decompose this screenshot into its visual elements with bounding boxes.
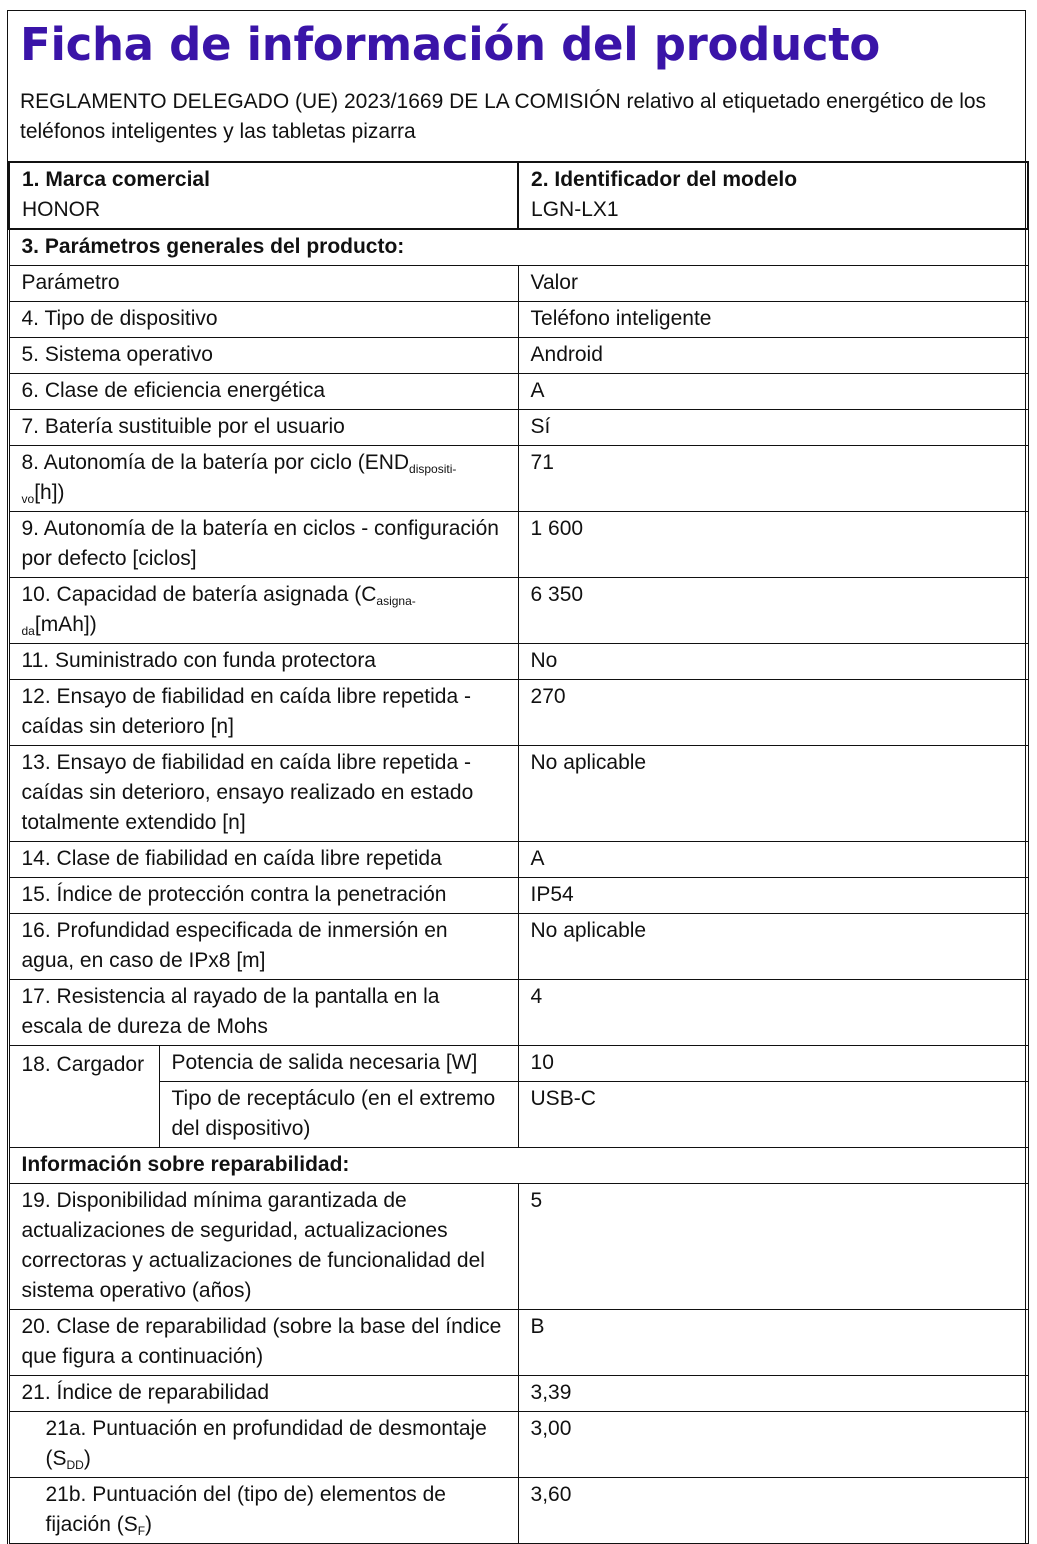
model-cell: [518, 162, 1028, 229]
label-text: 8. Autonomía de la batería por ciclo (END: [21, 451, 410, 474]
charger-socket-label: Tipo de receptáculo (en el extremo del dispositivo): [159, 1082, 518, 1148]
row-label: 14. Clase de fiabilidad en caída libre repetida: [9, 842, 518, 878]
row-label: 9. Autonomía de la batería en ciclos - configuración por defecto [ciclos]: [9, 512, 518, 578]
label-text: 21b. Puntuación del (tipo de) elementos de fijación (S: [45, 1483, 446, 1536]
row-label: [9, 446, 518, 512]
table-row: [9, 374, 1028, 410]
charger-row-socket: [9, 1082, 1028, 1148]
row-value: 5: [518, 1184, 1028, 1310]
table-row: [9, 746, 1028, 842]
sheet-header: [8, 10, 1025, 161]
brand-cell: [9, 162, 518, 229]
row-label: 6. Clase de eficiencia energética: [9, 374, 518, 410]
row-value: Teléfono inteligente: [518, 302, 1028, 338]
table-row: [9, 680, 1028, 746]
row-value: 4: [518, 980, 1028, 1046]
table-row: [9, 878, 1028, 914]
column-header-param: Parámetro: [9, 266, 518, 302]
row-value: No: [518, 644, 1028, 680]
charger-row-power: [9, 1046, 1028, 1082]
model-label: 2. Identificador del modelo: [531, 168, 798, 191]
row-value: A: [518, 374, 1028, 410]
brand-model-row: [9, 162, 1028, 229]
charger-label: 18. Cargador: [9, 1046, 159, 1148]
table-row: [9, 302, 1028, 338]
row-value: 3,60: [518, 1478, 1028, 1544]
row-value: Sí: [518, 410, 1028, 446]
regulation-subtitle: REGLAMENTO DELEGADO (UE) 2023/1669 DE LA COMISIÓN relativo al etiquetado energético de los teléfonos inteligentes y las tabletas pizarra: [20, 90, 987, 143]
row-label: 13. Ensayo de fiabilidad en caída libre repetida - caídas sin deterioro, ensayo realizado en estado totalmente extendido [n]: [9, 746, 518, 842]
product-table: [8, 161, 1029, 1544]
general-section-title: 3. Parámetros generales del producto:: [9, 229, 1028, 266]
row-value: 6 350: [518, 578, 1028, 644]
row-value: 270: [518, 680, 1028, 746]
row-value: 3,00: [518, 1412, 1028, 1478]
row-label: 7. Batería sustituible por el usuario: [9, 410, 518, 446]
brand-value: HONOR: [22, 198, 101, 221]
row-value: No aplicable: [518, 746, 1028, 842]
column-header-value: Valor: [518, 266, 1028, 302]
label-subscript: DD: [66, 1458, 84, 1472]
row-label: 19. Disponibilidad mínima garantizada de actualizaciones de seguridad, actualizaciones correctoras y actualizaciones de funcionalidad del sistema operativo (años): [9, 1184, 518, 1310]
table-row: [9, 1412, 1028, 1478]
charger-socket-value: USB-C: [518, 1082, 1028, 1148]
row-label: 16. Profundidad especificada de inmersión en agua, en caso de IPx8 [m]: [9, 914, 518, 980]
row-label: 4. Tipo de dispositivo: [9, 302, 518, 338]
row-value: IP54: [518, 878, 1028, 914]
table-row: [9, 578, 1028, 644]
table-row: [9, 980, 1028, 1046]
row-value: A: [518, 842, 1028, 878]
label-text: ): [83, 1447, 91, 1470]
row-value: 3,39: [518, 1376, 1028, 1412]
table-row: [9, 842, 1028, 878]
row-label: 5. Sistema operativo: [9, 338, 518, 374]
label-subscript: da: [21, 624, 35, 638]
brand-label: 1. Marca comercial: [22, 168, 210, 191]
table-row: [9, 914, 1028, 980]
table-row: [9, 512, 1028, 578]
table-row: [9, 446, 1028, 512]
row-label: 12. Ensayo de fiabilidad en caída libre repetida - caídas sin deterioro [n]: [9, 680, 518, 746]
page-title: Ficha de información del producto: [20, 18, 881, 71]
label-text: [h]): [34, 481, 65, 504]
row-value: 1 600: [518, 512, 1028, 578]
row-label: [9, 1412, 518, 1478]
row-label: 15. Índice de protección contra la penetración: [9, 878, 518, 914]
product-information-sheet: [7, 10, 1026, 1544]
row-label: [9, 578, 518, 644]
model-value: LGN-LX1: [531, 198, 619, 221]
row-value: B: [518, 1310, 1028, 1376]
row-label: [9, 1478, 518, 1544]
label-text: ): [145, 1513, 153, 1536]
label-text: 21a. Puntuación en profundidad de desmontaje (S: [45, 1417, 487, 1470]
label-subscript: asigna-: [376, 594, 416, 608]
charger-power-label: Potencia de salida necesaria [W]: [159, 1046, 518, 1082]
label-subscript: dispositi-: [409, 462, 457, 476]
row-label: 11. Suministrado con funda protectora: [9, 644, 518, 680]
row-value: 71: [518, 446, 1028, 512]
label-text: [mAh]): [34, 613, 97, 636]
table-row: [9, 644, 1028, 680]
table-row: [9, 1184, 1028, 1310]
section-header-row: [9, 229, 1028, 266]
row-value: No aplicable: [518, 914, 1028, 980]
table-row: [9, 338, 1028, 374]
table-row: [9, 1376, 1028, 1412]
row-label: 21. Índice de reparabilidad: [9, 1376, 518, 1412]
label-subscript: vo: [21, 492, 35, 506]
repair-section-title: Información sobre reparabilidad:: [9, 1148, 1028, 1184]
charger-power-value: 10: [518, 1046, 1028, 1082]
row-label: 17. Resistencia al rayado de la pantalla en la escala de dureza de Mohs: [9, 980, 518, 1046]
section-header-row: [9, 1148, 1028, 1184]
table-row: [9, 1310, 1028, 1376]
table-row: [9, 1478, 1028, 1544]
label-text: 10. Capacidad de batería asignada (C: [21, 583, 377, 606]
row-value: Android: [518, 338, 1028, 374]
label-subscript: F: [137, 1524, 146, 1538]
row-label: 20. Clase de reparabilidad (sobre la base del índice que figura a continuación): [9, 1310, 518, 1376]
column-header-row: [9, 266, 1028, 302]
table-row: [9, 410, 1028, 446]
